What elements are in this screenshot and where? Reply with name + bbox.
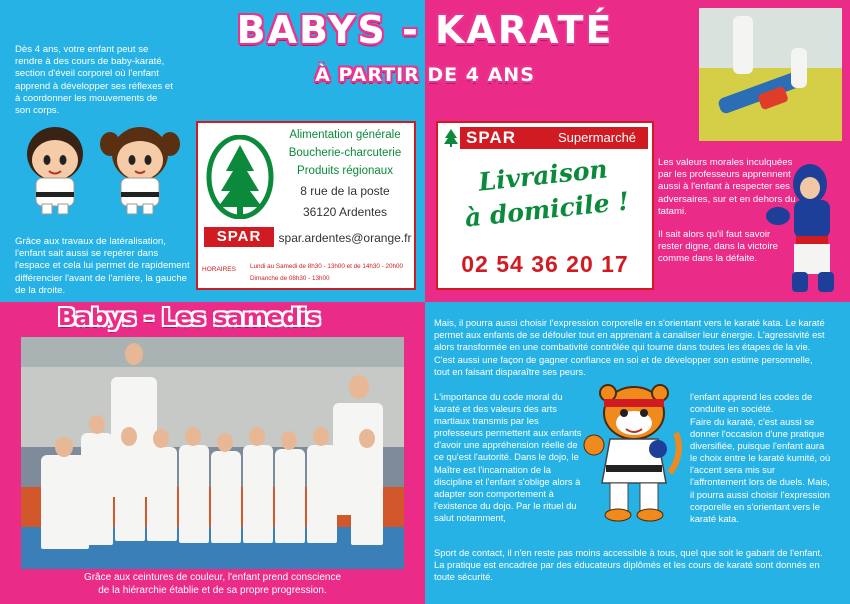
delivery-slogan-2: à domicile ! bbox=[463, 186, 631, 233]
spar-brand-label: SPAR bbox=[204, 227, 274, 247]
spar-supermarket-brand: SPAR bbox=[466, 128, 516, 147]
kata-paragraph: Mais, il pourra aussi choisir l'expression corporelle en s'orientant vers le karaté kata. Le karaté permet aux enfants de se défouler tout en apprenant à canaliser leur énergie. L'agressivité est alors transformée en une combativité contrôlée qui tourne dans toutes les étapes de la vie. C'est aussi une façon de gagner confiance en soi et de développer son estime personnelle, tout en faisant disparaître ses peurs. bbox=[434, 317, 825, 377]
store-line-3: Produits régionaux bbox=[297, 165, 393, 177]
lateral-paragraph: Grâce aux travaux de latéralisation, l'enfant sait aussi se repérer dans l'espace et cela lui permet de rapidement différencier l'avant de l'arrière, la gauche de la droite. bbox=[15, 236, 190, 296]
photo-caption-1: Grâce aux ceintures de couleur, l'enfant prend conscience bbox=[83, 572, 342, 583]
delivery-phone[interactable]: 02 54 36 20 17 bbox=[461, 251, 629, 277]
moral-code-paragraph: L'importance du code moral du karaté et des valeurs des arts martiaux transmis par les professeurs permettent aux enfants d'avoir une appréhension réelle de ce qu'est l'autorité. Dans le dojo, le Maître est l'incarnation de la discipline et l'enfant s'oblige alors à adapter son comportement à l'existence du dojo. Par le rituel du salut notamment, bbox=[434, 391, 582, 523]
cartoon-girl-illustration bbox=[98, 118, 182, 215]
karate-kid-gear-photo bbox=[764, 160, 844, 300]
contact-paragraph: Sport de contact, il n'en reste pas moins accessible à tous, quel que soit le gabarit de l'enfant. La pratique est encadrée par des éducateurs diplômés et les cours de karaté sont donnés en toute sécurité. bbox=[434, 547, 823, 583]
page-title: BABYS - KARATÉ bbox=[236, 8, 614, 52]
spar-brand-bar bbox=[460, 127, 648, 149]
store-line-2: Boucherie-charcuterie bbox=[288, 147, 402, 159]
tiger-mascot-illustration bbox=[580, 383, 688, 523]
group-photo bbox=[21, 337, 404, 569]
hours-line-1: Lundi au Samedi de 8h30 - 13h00 et de 14h30 - 20h00 bbox=[250, 263, 403, 270]
ad-spar-supermarket bbox=[436, 121, 654, 290]
dignity-paragraph: Il sait alors qu'il faut savoir rester digne, dans la victoire comme dans la défaite. bbox=[658, 229, 778, 265]
values-paragraph: Les valeurs morales inculquées par les professeurs apprennent aussi à l'enfant à respecter ses adversaires, sur et en dehors du tatami. bbox=[658, 157, 796, 217]
spar-tree-logo bbox=[206, 135, 274, 219]
store-address-2: 36120 Ardentes bbox=[302, 205, 388, 219]
spar-header-bar bbox=[442, 127, 648, 149]
photo-caption-2: de la hiérarchie établie et de sa propre progression. bbox=[98, 585, 327, 596]
ad-spar-store bbox=[196, 121, 416, 290]
delivery-slogan-1: Livraison bbox=[477, 154, 609, 197]
choice-paragraph: Faire du karaté, c'est aussi se donner l'occasion d'une pratique diversifiée, puisque l'enfant aura le choix entre le karaté kumité, où l'accent sera mis sur l'affrontement lors de duels. Mais, il pourra aussi choisir l'expression corporelle en s'orientant vers le karaté kata. bbox=[690, 416, 831, 524]
store-email[interactable]: spar.ardentes@orange.fr bbox=[278, 231, 412, 245]
hours-label: HORAIRES bbox=[202, 266, 236, 273]
intro-paragraph: Dès 4 ans, votre enfant peut se rendre à des cours de baby-karaté, section d'éveil corporel où l'enfant apprend à développer ses réflexes et à coordonner les mouvements de son corps. bbox=[15, 44, 173, 117]
store-address-1: 8 rue de la poste bbox=[300, 184, 390, 198]
social-paragraph: l'enfant apprend les codes de conduite en société. bbox=[690, 391, 813, 415]
saturday-title: Babys - Les samedis bbox=[58, 305, 321, 331]
spar-tree-small-icon bbox=[444, 129, 458, 147]
page-subtitle: À PARTIR DE 4 ANS bbox=[315, 64, 535, 86]
cartoon-boy-illustration bbox=[18, 120, 92, 215]
training-photo bbox=[699, 8, 842, 141]
store-line-1: Alimentation générale bbox=[289, 129, 401, 141]
hours-line-2: Dimanche de 08h30 - 13h00 bbox=[250, 275, 330, 282]
spar-supermarket-kind: Supermarché bbox=[558, 130, 637, 145]
